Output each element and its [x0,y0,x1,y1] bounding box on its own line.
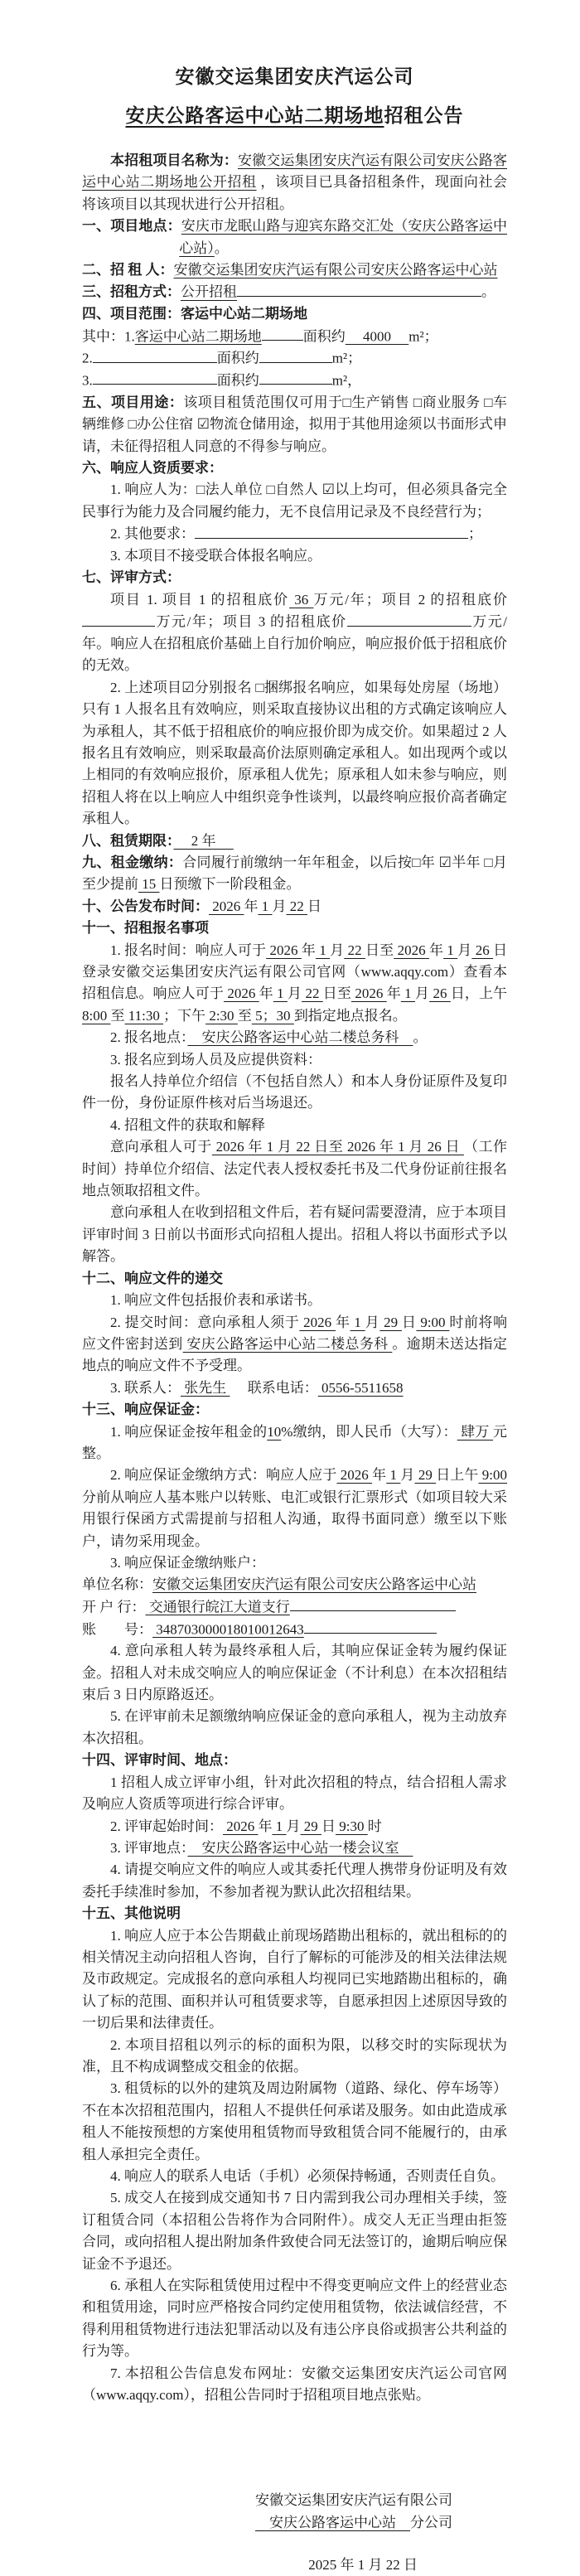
body-text: 月 [286,1818,301,1834]
filled-in-value: 36 [289,591,314,608]
footer-branch-suffix: 分公司 [410,2515,452,2531]
body-text: 3. 评审地点： [110,1839,188,1856]
signup-4-clarify [82,1202,507,1267]
label-text: 十四、评审时间、地点： [82,1752,237,1769]
filled-in-value: 8:00 [82,1007,111,1024]
body-text: 。 [214,240,229,256]
filled-in-value: 安庆市龙眠山路与迎宾东路交汇处（安庆公路客运中心站） [179,218,508,256]
body-text: 4. 意向承租人转为最终承租人后，其响应保证金转为履约保证金。招租人对未成交响应人的响应保证金（不计利息）在本次招租结束后 3 日内原路返还。 [82,1643,507,1703]
signup-2-place [82,1027,507,1048]
footer-branch-name: 安庆公路客运中心站 [255,2515,410,2531]
qualification-1 [82,479,507,523]
body-text: 4. 响应人的联系人电话（手机）必须保持畅通，否则责任自负。 [110,2168,505,2184]
section-13-heading [82,1399,507,1421]
body-text: 万元/年；项目 2 的招租底价 [313,591,508,608]
blank-underline-field [290,1596,456,1611]
body-text: 2. 响应保证金缴纳方式：响应人应于 [110,1467,337,1484]
signup-1-time [82,940,507,1028]
filled-in-value: 4000 [345,327,409,344]
label-text: 九、租金缴纳： [82,854,183,870]
filled-in-value: 26 [471,942,494,958]
body-text: 报名人持单位介绍信（不包括自然人）和本人身份证原件及复印件一份，身份证原件核对后当场退还。 [82,1073,507,1111]
other-3-surroundings [82,2078,507,2166]
body-text: 时 [367,1818,382,1834]
blank-underline-field [259,370,332,385]
filled-in-value: 2026 [394,942,429,958]
label-text: 十、公告发布时间： [82,898,209,914]
label-text: 客运中心站二期场地 [181,306,307,322]
filled-in-value: 安庆公路客运中心站二楼总务科 [182,1335,393,1352]
body-text: 时前将响应文件密封送到 [82,1314,508,1352]
body-text: 2. 提交时间：意向承租人须于 [110,1314,300,1330]
body-text: 3. [82,372,93,389]
body-text: 年 [386,985,401,1002]
body-text: 1. 响应人为：□法人单位 □自然人 ☑以上均可，但必须具备完全民事行为能力及合同履约能力，无不良信用记录及不良经营行为； [82,482,507,520]
filled-in-value: 1 [443,942,458,958]
filled-in-value: 9:00 [416,1314,450,1330]
body-text: 2. 评审起始时间： [110,1818,223,1834]
body-text: %缴纳，即人民币（大写）： [281,1423,457,1440]
account-name [82,1574,507,1595]
body-text: 月 [287,985,302,1002]
body-text: 。 [413,1029,428,1046]
section-6-heading [82,458,507,479]
body-text: 2. 上述项目☑分别报名 □捆绑报名响应，如果每处房屋（场地）只有 1 人报名且有效响应，则采取直接协议出租的方式确定该响应人为承租人，其不低于招租底价的响应报价即为成交价。如果超过 2 人报名且有效响应，则采取最高价法原则确定承租人。如出现两个或以上相同的有效响应报价，原承租人优先；原承租人如未参与响应，则招租人将在以上响应人中组织竞争性谈判，以最终响应报价高者确定承租人。 [82,679,507,827]
body-text: 日 [321,1818,336,1834]
filled-in-value: 公开招租 [181,283,237,300]
filled-in-value: 2026 [351,985,387,1002]
section-10-announce-date [82,896,507,918]
blank-underline-field [347,611,471,626]
body-text: 日登录安徽交运集团安庆汽运有限公司官网（www.aqqy.com）查看本招租信息。响应人可于 [82,942,508,1002]
section-9-rent-payment [82,852,507,896]
body-text: 该项目租赁范围仅可用于□生产销售 □商业服务 □车辆维修 □办公住宿 ☑物流仓储用途，拟用于其他用途须以书面形式申请，未征得招租人同意的不得参与响应。 [82,394,508,454]
filled-in-value: 2026 年 1 月 22 日至 2026 年 1 月 26 日 [211,1139,464,1155]
body-text: 其中：1. [82,327,135,344]
label-text: 八、租赁期限： [82,832,174,849]
label-text: 六、响应人资质要求： [82,460,223,476]
filled-in-value: 348703000018010012643 [152,1620,304,1637]
filled-in-value: 1 [273,985,288,1002]
body-text: 3. 租赁标的以外的建筑及周边附属物（道路、绿化、停车场等）不在本次招租范围内，招租人不提供任何承诺及服务。如由此造成承租人不能按预想的方案使用租赁物而导致租赁合同不能履行的，由承租人承担完全责任。 [82,2080,507,2162]
blank-underline-field [304,1619,437,1634]
body-text: 4. 请提交响应文件的响应人或其委托代理人携带身份证明及有效委托手续准时参加，不参加者视为默认此次招租结果。 [82,1862,507,1900]
body-text: 项目 1. 项目 1 的招租底价 [110,591,290,608]
filled-in-value: 1 [258,898,273,914]
filled-in-value: 安徽交运集团安庆汽运有限公司安庆公路客运中心站 [152,1576,476,1593]
filled-in-value: 张先生 [181,1379,230,1396]
section-3-method [82,281,507,303]
body-text: 月 [365,1314,380,1330]
review-2-rules [82,677,507,830]
filled-in-value: 2026 [299,1314,336,1330]
submit-2-time [82,1312,507,1378]
qualification-2 [82,523,507,545]
body-text: 2. [82,350,93,366]
other-1-survey [82,1925,507,2035]
submit-3-contact [82,1378,507,1399]
footer-date: 2025 年 1 月 22 日 [308,2557,418,2574]
filled-in-value: 安徽交运集团安庆汽运有限公司安庆公路客运中心站 [173,262,498,278]
body-text: m²， [331,372,362,389]
signup-3-materials-heading [82,1049,507,1071]
label-text: 五、项目用途： [82,394,184,410]
filled-in-value: 15 [138,876,160,893]
filled-in-value: 1 [272,1818,287,1834]
section-2-lessor [82,259,507,281]
other-7-publish-site [82,2363,507,2407]
doc-title-line2-rest: 招租公告 [384,104,464,126]
body-text: m²； [331,350,362,366]
body-text: 。逾期未送达指定地点的响应文件不予受理。 [82,1335,508,1374]
other-4-phone [82,2166,507,2187]
filled-in-value: 2:30 [205,1007,238,1024]
document-body [82,150,507,2406]
body-text: 面积约 [216,372,259,389]
label-text: 本招租项目名称为： [110,153,238,168]
filled-in-value: 安徽交运集团安庆汽运有限公司安庆公路客运中心站二期场地公开招租 [82,153,507,191]
doc-title-line2-underlined: 安庆公路客运中心站二期场地 [125,104,384,126]
account-bank [82,1596,507,1619]
deposit-3-account-heading [82,1552,507,1574]
deposit-4-refund [82,1640,507,1706]
filled-in-value: 交通银行皖江大道支行 [145,1599,290,1615]
label-text: 一、项目地点： [82,218,181,235]
section-5-usage [82,392,507,458]
body-text: 账 号： [82,1620,152,1637]
body-text: 1. 响应人应于本公告期截止前现场踏勘出租标的，就出租标的的相关情况主动向招租人咨询，自行了解标的可能涉及的相关法律法规及市政规定。完成报名的意向承租人均视同已实地踏勘出租标的，确认了标的范围、面积并认可租赁要求等，自愿承担因上述原因导致的一切后果和法律责任。 [82,1927,507,2031]
filled-in-value: 9:30 [336,1818,368,1834]
body-text: 年 [301,942,316,958]
filled-in-value: 29 [300,1818,321,1834]
body-text: 至 [110,1007,125,1024]
section-14-heading [82,1750,507,1771]
filled-in-value: 1 [315,942,331,958]
filled-in-value: 安庆公路客运中心站二楼总务科 [187,1029,413,1046]
body-text: 面积约 [216,350,259,366]
filled-in-value: 安庆公路客运中心站一楼会议室 [187,1839,413,1856]
filled-in-value: 2026 [223,1818,259,1834]
blank-underline-field [82,611,155,626]
body-text: ；下午 [163,1007,206,1024]
other-2-area [82,2035,507,2079]
filled-in-value: 1 [386,1467,401,1484]
document-footer [82,2489,507,2576]
body-text: 月 [272,898,287,914]
qualification-3 [82,545,507,567]
body-text: 6. 承租人在实际租赁使用过程中不得变更响应文件上的经营业态和租赁用途，同时应严格按合同约定使用租赁物，依法诚信经营，不得利用租赁物进行违法犯罪活动以及有违公序良俗或损害公共利益的行为等。 [82,2278,507,2360]
blank-underline-field [195,523,468,538]
blank-underline-field [262,326,303,341]
label-text: 十一、招租报名事项 [82,920,209,937]
body-text: 到指定地点报名。 [293,1007,407,1024]
label-text: 四、项目范围： [82,306,181,322]
filled-in-value: 26 [429,985,451,1002]
body-text: 1. 报名时间：响应人可于 [110,942,267,958]
filled-in-value: 29 [379,1314,402,1330]
section-1-location [82,215,507,259]
filled-in-value: 9:00 [478,1467,508,1484]
deposit-2-method [82,1465,507,1552]
body-text: 分前从响应人基本账户以转账、电汇或银行汇票形式（如项目较大采用银行保函方式需提前与招租人沟通，取得书面同意）缴至以下账户，请勿采用现金。 [82,1489,507,1549]
body-text: 5. 成交人在接到成交通知书 7 日内需到我公司办理相关手续，签订租赁合同（本招租公告将作为合同附件）。成交人无正当理由拒签合同，或向招租人提出附加条件致使合同无法签订的，逾期后响应保证金不予退还。 [82,2190,507,2272]
filled-in-value: 1 [400,985,416,1002]
deposit-1 [82,1421,507,1465]
body-text: 至 [237,1007,252,1024]
filled-in-value: 肆万 [457,1423,494,1440]
filled-in-value: 0556-5511658 [317,1379,404,1396]
filled-in-value: 5；30 [251,1007,294,1024]
body-text: 7. 本招租公告信息发布网址：安徽交运集团安庆汽运公司官网（www.aqqy.com），招租公告同时于招租项目地点张贴。 [82,2365,507,2404]
section-4-scope [82,303,507,325]
filled-in-value: 22 [344,942,366,958]
body-text: 月 [400,1467,415,1484]
label-text: 十二、响应文件的递交 [82,1270,223,1286]
blank-underline-field [93,370,217,385]
filled-in-value: 11:30 [124,1007,164,1024]
body-text: 2. 本项目招租以列示的标的面积为限，以移交时的实际现状为准，且不构成调整成交租金的依据。 [82,2036,507,2075]
body-text: 日至 [365,942,394,958]
label-text: 三、招租方式： [82,283,181,300]
body-text: ，该项目已具备招租条件，现面向社会将该项目以其现状进行公开招租。 [82,174,508,212]
label-text: 七、评审方式： [82,569,181,586]
body-text: 合同履行前缴纳一年年租金，以后按□年 ☑半年 □月至少提前 [82,854,508,893]
filled-in-value: 22 [302,985,323,1002]
blank-underline-field [93,347,217,362]
filled-in-value: 客运中心站二期场地 [134,327,262,344]
body-text: 月 [415,985,430,1002]
scope-item-2 [82,347,507,370]
filled-in-value: 10 [267,1423,282,1440]
para-project-name [82,150,507,215]
section-15-heading [82,1903,507,1925]
section-12-heading [82,1268,507,1290]
scope-item-1 [82,326,507,348]
blank-underline-field [259,347,332,362]
filled-in-value: 22 [286,898,307,914]
body-text: 元整。 [82,1423,508,1461]
body-text: m²； [408,327,438,344]
body-text: 1. 响应保证金按年租金的 [110,1423,268,1440]
body-text: 年 [336,1314,350,1330]
section-7-heading [82,567,507,588]
label-text: 二、招 租 人： [82,262,174,278]
review-1-base-price [82,589,507,677]
body-text: 联系电话： [230,1379,318,1396]
body-text: 3. 联系人： [110,1379,181,1396]
body-text: 单位名称： [82,1576,152,1593]
filled-in-value: 1 [350,1314,365,1330]
review-start-time [82,1816,507,1838]
section-8-term [82,830,507,852]
body-text: 开 户 行： [82,1599,146,1615]
scope-item-3 [82,370,507,392]
body-text: ； [468,525,482,542]
body-text: 年 [428,942,444,958]
deposit-5-forfeit [82,1706,507,1750]
body-text: 面积约 [302,327,346,344]
body-text: 日 [307,898,321,914]
filled-in-value: 2026 [336,1467,373,1484]
filled-in-value: 29 [414,1467,437,1484]
filled-in-value: 2 年 [173,832,234,849]
body-text: 3. 本项目不接受联合体报名响应。 [110,547,321,564]
filled-in-value: 2026 [209,898,244,914]
blank-underline-field [237,281,481,296]
body-text: 日至 [322,985,351,1002]
section-11-heading [82,918,507,939]
body-text: 年 [372,1467,387,1484]
body-text: 年 [258,1818,273,1834]
other-5-contract [82,2187,507,2275]
doc-title-line1: 安徽交运集团安庆汽运公司 [175,65,414,87]
body-text: 。 [481,283,495,300]
label-text: 十五、其他说明 [82,1905,181,1922]
body-text: 1 招租人成立评审小组，针对此次招租的特点，结合招租人需求及响应人资质等项进行综合评审。 [82,1774,507,1813]
body-text: 月 [330,942,345,958]
filled-in-value: 2026 [223,985,259,1002]
body-text: 3. 响应保证金缴纳账户： [110,1554,265,1571]
account-number [82,1619,507,1641]
body-text: 2. 报名地点： [110,1029,188,1046]
signup-4-docs-heading [82,1115,507,1136]
footer-company: 安徽交运集团安庆汽运有限公司 [255,2492,452,2509]
body-text: 2. 其他要求： [110,525,195,542]
body-text: 年 [259,985,273,1002]
body-text: 年 [244,898,259,914]
body-text: 日 [401,1314,417,1330]
body-text: 1. 响应文件包括报价表和承诺书。 [110,1292,321,1309]
body-text: 日预缴下一阶段租金。 [159,876,301,893]
footer-branch [82,2511,452,2534]
body-text: 意向承租人可于 [110,1139,212,1155]
signup-3-materials [82,1071,507,1115]
submit-1 [82,1290,507,1311]
signup-4-docs [82,1136,507,1202]
body-text: 5. 在评审前未足额缴纳响应保证金的意向承租人，视为主动放弃本次招租。 [82,1708,507,1746]
doc-title-line2 [82,104,507,127]
review-panel [82,1772,507,1816]
body-text: （工作时间）持单位介绍信、法定代表人授权委托书及二代身份证前往报名地点领取招租文件。 [82,1139,508,1199]
review-place [82,1838,507,1859]
other-6-usage-change [82,2275,507,2363]
review-attendance [82,1859,507,1903]
body-text: 万元/年。响应人在招租底价基础上自行加价响应，响应报价低于招租底价的无效。 [82,613,507,674]
body-text: 3. 报名应到场人员及应提供资料： [110,1051,321,1068]
body-text: 月 [457,942,472,958]
label-text: 十三、响应保证金： [82,1402,209,1418]
filled-in-value: 2026 [266,942,302,958]
body-text: 意向承租人在收到招租文件后，若有疑问需要澄清，应于本项目评审时间 3 日前以书面形式向招租人提出。招租人将以书面形式予以解答。 [82,1204,507,1265]
body-text: 日，上午 [450,985,508,1002]
body-text: 万元/年；项目 3 的招租底价 [155,613,347,630]
body-text: 日上午 [436,1467,479,1484]
body-text: 4. 招租文件的获取和解释 [110,1116,265,1133]
